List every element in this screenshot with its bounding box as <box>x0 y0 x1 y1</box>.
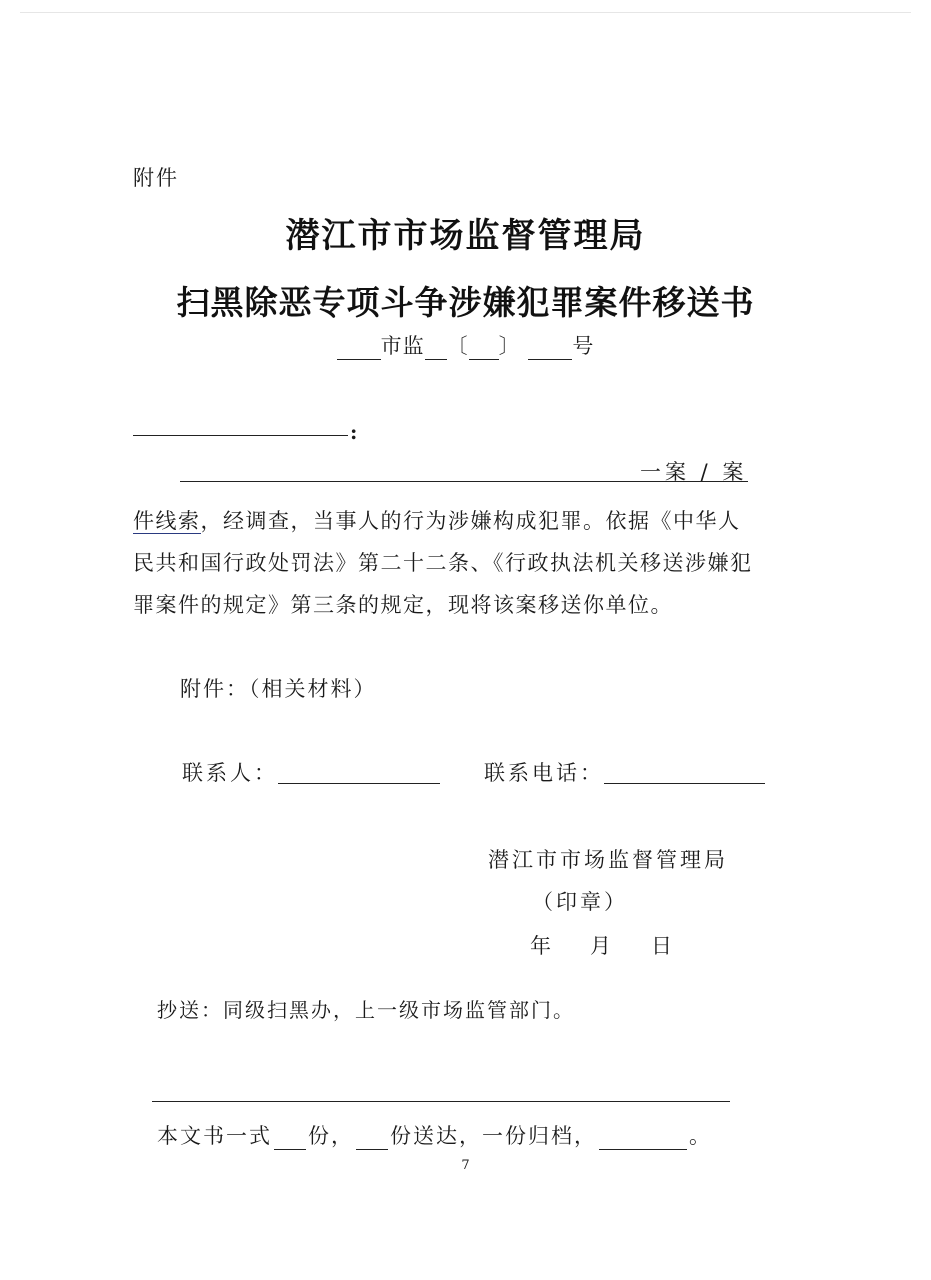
docno-city: 市监 <box>380 334 425 358</box>
contact-person-label: 联系人： <box>182 761 278 785</box>
copies-delivered-blank <box>356 1129 388 1150</box>
document-number: 市监 〔 〕 号 <box>0 330 931 360</box>
copies-prefix: 本文书一式 <box>157 1124 272 1148</box>
docno-blank-prefix <box>337 337 381 360</box>
docno-blank-year <box>469 337 499 360</box>
copies-part2: 份送达，一份归档， <box>390 1124 597 1148</box>
addressee-colon: : <box>350 420 358 444</box>
cc-line: 抄送：同级扫黑办，上一级市场监管部门。 <box>157 998 575 1022</box>
addressee-blank <box>133 434 348 436</box>
docno-blank-number <box>528 337 572 360</box>
contact-phone-label: 联系电话： <box>484 761 604 785</box>
copies-end: 。 <box>689 1124 712 1148</box>
case-tail-text: 一案 / 案 <box>640 460 748 484</box>
signature-seal: （印章） <box>532 890 628 914</box>
copies-part1: 份， <box>308 1124 354 1148</box>
copies-total-blank <box>274 1129 306 1150</box>
signature-org: 潜江市市场监督管理局 <box>488 848 728 872</box>
attachment-label: 附件 <box>133 166 179 190</box>
title-issuer: 潜江市市场监督管理局 <box>285 216 646 256</box>
contact-person-blank <box>278 782 440 784</box>
contact-phone-blank <box>604 782 765 784</box>
signature-day: 日 <box>651 934 675 958</box>
separator-line <box>152 1101 730 1102</box>
attachment-note: 附件：（相关材料） <box>180 677 377 701</box>
copies-other-blank <box>599 1129 687 1150</box>
page-number: 7 <box>461 1158 470 1173</box>
body-paragraph <box>133 500 753 626</box>
docno-blank-code <box>425 337 447 360</box>
scan-edge <box>20 12 911 13</box>
title-document-type: 扫黑除恶专项斗争涉嫌犯罪案件移送书 <box>176 283 755 322</box>
body-rest: ，经调查，当事人的行为涉嫌构成犯罪。依据《中华人民共和国行政处罚法》第二十二条、《行政执法机关移送涉嫌犯罪案件的规定》第三条的规定，现将该案移送你单位。 <box>133 509 753 617</box>
signature-year: 年 <box>530 934 554 958</box>
copies-line <box>157 1120 712 1150</box>
docno-suffix: 号 <box>572 334 595 358</box>
signature-month: 月 <box>590 934 614 958</box>
body-underlined: 件线索 <box>133 509 201 533</box>
